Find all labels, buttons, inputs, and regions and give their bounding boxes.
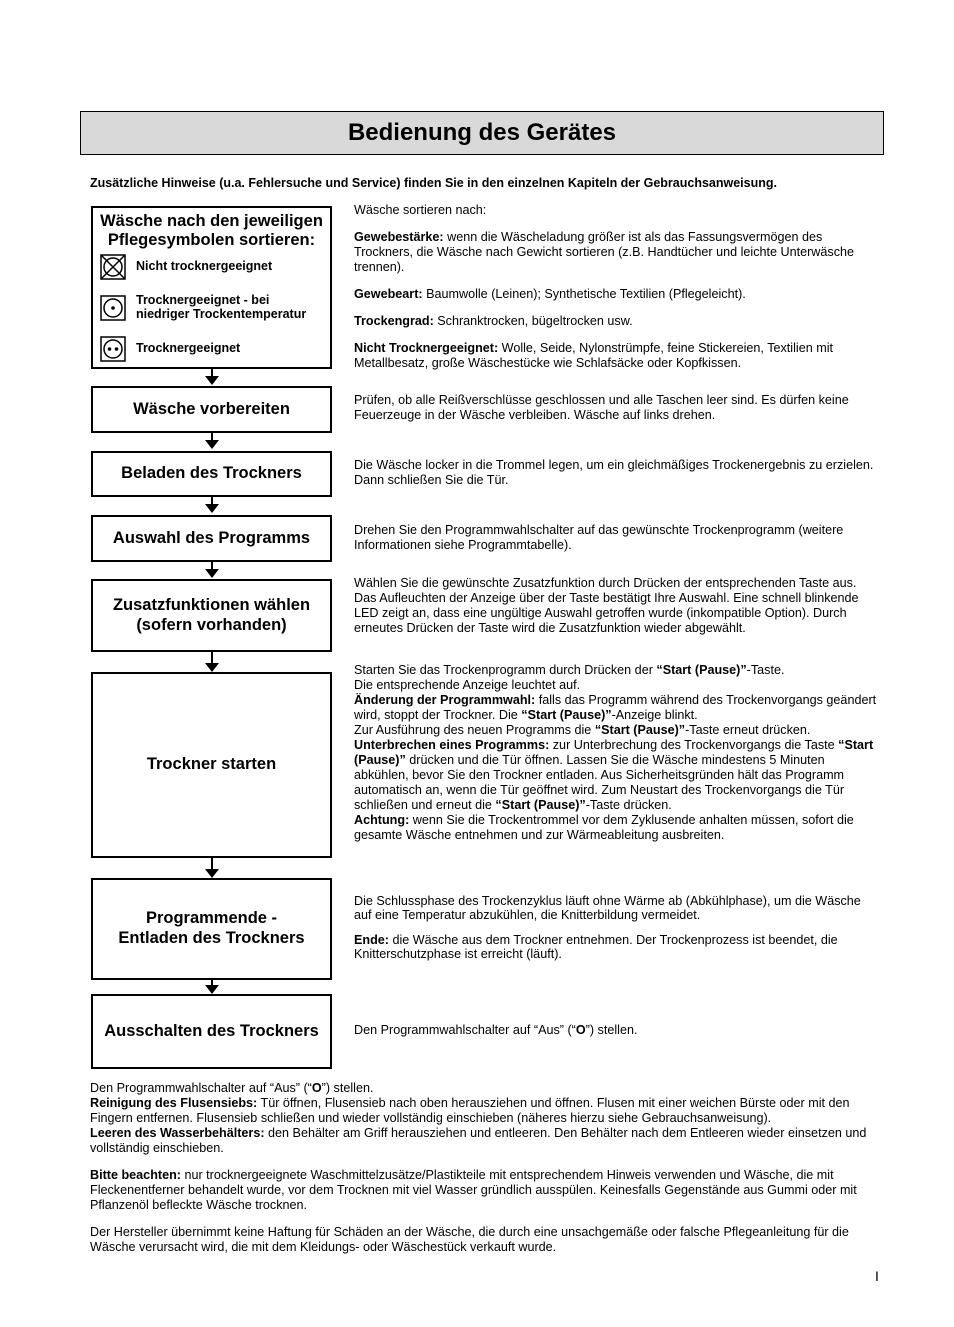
text-bold: O	[575, 1023, 586, 1037]
text-bold: “Start (Pause)”	[521, 708, 612, 722]
tumble-dry-normal-icon	[100, 336, 126, 362]
end-text	[354, 895, 879, 961]
text-bold: Änderung der Programmwahl:	[354, 693, 536, 707]
flow-arrow-head	[205, 869, 219, 878]
symbol-label: Trocknergeeignet	[136, 341, 241, 356]
bottom-please-note	[90, 1168, 875, 1213]
step-off-box: Ausschalten des Trockners	[91, 994, 332, 1069]
page-number: I	[875, 1268, 879, 1284]
text-span: Zur Ausführung des neuen Programms die	[354, 723, 595, 737]
flow-arrow-line	[211, 562, 213, 569]
bottom-water-tank	[90, 1126, 875, 1156]
text-bold: Bitte beachten:	[90, 1168, 181, 1182]
sort-item-term: Trockengrad:	[354, 314, 434, 328]
text-span: falls das Programm während des Trockenvorgangs geändert wird, stoppt der Trockner. Die	[354, 693, 877, 722]
text-span: Den Programmwahlschalter auf “Aus” (“	[90, 1081, 312, 1095]
symbol-row-not-tumble	[100, 254, 272, 280]
sort-item-term: Gewebeart:	[354, 287, 423, 301]
subtitle: Zusätzliche Hinweise (u.a. Fehlersuche und Service) finden Sie in den einzelnen Kapiteln der Gebrauchsanweisung.	[90, 176, 777, 190]
text-span: -Taste drücken.	[585, 798, 672, 812]
text-span: zur Unterbrechung des Trockenvorgangs die Taste	[549, 738, 839, 752]
sort-item	[354, 230, 879, 275]
flow-arrow-head	[205, 504, 219, 513]
options-text: Wählen Sie die gewünschte Zusatzfunktion durch Drücken der entsprechenden Taste aus. Das Aufleuchten der Anzeige über der Taste bestätigt Ihre Auswahl. Eine schnell blinkende LED zeigt an, dass eine ungültige Auswahl getroffen wurde (inkompatible Option). Durch erneutes Drücken der Taste wird die Zusatzfunktion wieder abgewählt.	[354, 576, 859, 635]
text-span: -Taste erneut drücken.	[685, 723, 811, 737]
end-p2	[354, 934, 879, 961]
flow-arrow-head	[205, 440, 219, 449]
text-bold: “Start (Pause)”	[354, 738, 874, 767]
text-bold: Unterbrechen eines Programms:	[354, 738, 550, 752]
text-span: ”) stellen.	[321, 1081, 374, 1095]
step-start-box: Trockner starten	[91, 672, 332, 858]
flow-arrow-head	[205, 569, 219, 578]
symbol-label: Trocknergeeignet - bei niedriger Trockentemperatur	[136, 293, 307, 321]
not-tumble-dry-icon	[100, 254, 126, 280]
sort-box-heading: Wäsche nach den jeweiligen Pflegesymbolen sortieren:	[100, 212, 323, 249]
page-title: Bedienung des Gerätes	[347, 119, 617, 146]
symbol-label: Nicht trocknergeeignet	[136, 259, 273, 274]
flow-arrow-line	[211, 497, 213, 504]
text-span: nur trocknergeeignete Waschmittelzusätze/Plastikteile mit entsprechendem Hinweis verwenden und Wäsche, die mit Fleckenentferner behandelt wurde, vor dem Trocknen mit viel Wasser gründlich ausspülen. Keinesfalls Gegenstände aus Gummi oder mit Pflanzenöl befleckte Wäsche trocknen.	[90, 1168, 857, 1212]
step-prepare-box: Wäsche vorbereiten	[91, 386, 332, 433]
start-p4	[354, 813, 879, 843]
flow-arrow-head	[205, 663, 219, 672]
start-p1	[354, 663, 879, 693]
text-span: wenn Sie die Trockentrommel vor dem Zyklusende anhalten müssen, sofort die gesamte Wäsche entnehmen und zur Wärmeableitung ausbreiten.	[354, 813, 854, 842]
sort-item	[354, 287, 879, 302]
text-bold: “Start (Pause)”	[495, 798, 586, 812]
sort-item-term: Gewebestärke:	[354, 230, 444, 244]
text-span: drücken und die Tür öffnen. Lassen Sie die Wäsche mindestens 5 Minuten abkühlen, bevor Sie den Trockner entladen. Aus Sicherheitsgründen hält das Programm automatisch an, wenn die Tür geöffnet wird. Zum Neustart des Trockenvorgangs die Tür schließen und erneut die	[354, 753, 845, 812]
off-text	[354, 1023, 879, 1038]
text-span: Die entsprechende Anzeige leuchtet auf.	[354, 678, 581, 692]
program-text: Drehen Sie den Programmwahlschalter auf das gewünschte Trockenprogramm (weitere Informationen siehe Programmtabelle).	[354, 523, 844, 552]
text-span: die Wäsche aus dem Trockner entnehmen. Der Trockenprozess ist beendet, die Knitterschutzphase ist erreicht (läuft).	[354, 933, 838, 961]
text-bold: Achtung:	[354, 813, 410, 827]
text-span: ”) stellen.	[585, 1023, 638, 1037]
start-text	[354, 663, 879, 843]
text-bold: Reinigung des Flusensiebs:	[90, 1096, 258, 1110]
text-bold: Ende:	[354, 933, 389, 947]
step-options-box: Zusatzfunktionen wählen (sofern vorhanden)	[91, 579, 332, 652]
sort-item-term: Nicht Trocknergeeignet:	[354, 341, 499, 355]
start-p3	[354, 738, 879, 813]
prepare-text: Prüfen, ob alle Reißverschlüsse geschlossen und alle Taschen leer sind. Es dürfen keine Feuerzeuge in der Wäsche verbleiben. Wäsche auf links drehen.	[354, 393, 849, 422]
tumble-dry-low-icon	[100, 295, 126, 321]
flow-arrow-line	[211, 652, 213, 663]
sort-item-text: Schranktrocken, bügeltrocken usw.	[433, 314, 633, 328]
sort-item	[354, 341, 879, 371]
text-span: -Taste.	[746, 663, 785, 677]
bottom-line1	[90, 1081, 875, 1096]
text-bold: “Start (Pause)”	[656, 663, 747, 677]
flow-arrow-head	[205, 376, 219, 385]
title-bar	[80, 111, 884, 155]
flow-arrow-line	[211, 369, 213, 376]
text-span: Den Programmwahlschalter auf “Aus” (“	[354, 1023, 576, 1037]
step-load-box: Beladen des Trockners	[91, 451, 332, 497]
step-program-box: Auswahl des Programms	[91, 515, 332, 562]
bottom-liability: Der Hersteller übernimmt keine Haftung für Schäden an der Wäsche, die durch eine unsachgemäße oder falsche Pflegeanleitung für die Wäsche verursacht wird, die mit dem Kleidungs- oder Wäschestück verkauft wurde.	[90, 1225, 849, 1254]
sort-item	[354, 314, 879, 329]
text-bold: Leeren des Wasserbehälters:	[90, 1126, 265, 1140]
flow-arrow-head	[205, 985, 219, 994]
text-span: Tür öffnen, Flusensieb nach oben herausziehen und öffnen. Flusen mit einer weichen Bürste oder mit den Fingern entfernen. Flusensieb schließen und wieder vollständig einschieben (näheres hierzu siehe Gebrauchsanweisung).	[90, 1096, 850, 1125]
start-p2	[354, 693, 879, 738]
sort-text	[354, 203, 879, 371]
text-span: den Behälter am Griff herausziehen und entleeren. Den Behälter nach dem Entleeren wieder einsetzen und vollständig einschieben.	[90, 1126, 867, 1155]
symbol-row-tumble-normal	[100, 336, 240, 362]
text-span: Starten Sie das Trockenprogramm durch Drücken der	[354, 663, 657, 677]
text-bold: “Start (Pause)”	[594, 723, 686, 737]
end-p1: Die Schlussphase des Trockenzyklus läuft ohne Wärme ab (Abkühlphase), um die Wäsche auf eine Temperatur abzukühlen, die Knitterbildung vermeidet.	[354, 894, 861, 922]
text-span: -Anzeige blinkt.	[611, 708, 698, 722]
bottom-notes	[90, 1081, 875, 1255]
sort-item-text: Baumwolle (Leinen); Synthetische Textilien (Pflegeleicht).	[422, 287, 746, 301]
flow-arrow-line	[211, 858, 213, 869]
symbol-row-tumble-low	[100, 294, 326, 322]
flow-arrow-line	[211, 433, 213, 440]
load-text: Die Wäsche locker in die Trommel legen, um ein gleichmäßiges Trockenergebnis zu erzielen. Dann schließen Sie die Tür.	[354, 458, 874, 487]
sort-item-text: Wolle, Seide, Nylonstrümpfe, feine Stickereien, Textilien mit Metallbesatz, große Wäschestücke wie Schlafsäcke oder Kopfkissen.	[354, 341, 833, 370]
step-end-box: Programmende - Entladen des Trockners	[91, 878, 332, 980]
text-bold: O	[311, 1081, 322, 1095]
sort-item-text: wenn die Wäscheladung größer ist als das Fassungsvermögen des Trockners, die Wäsche nach Gewicht sortieren (z.B. Handtücher und leichte Unterwäsche trennen).	[354, 230, 855, 274]
sort-box	[91, 206, 332, 369]
bottom-lint-filter	[90, 1096, 875, 1126]
sort-intro: Wäsche sortieren nach:	[354, 203, 487, 217]
